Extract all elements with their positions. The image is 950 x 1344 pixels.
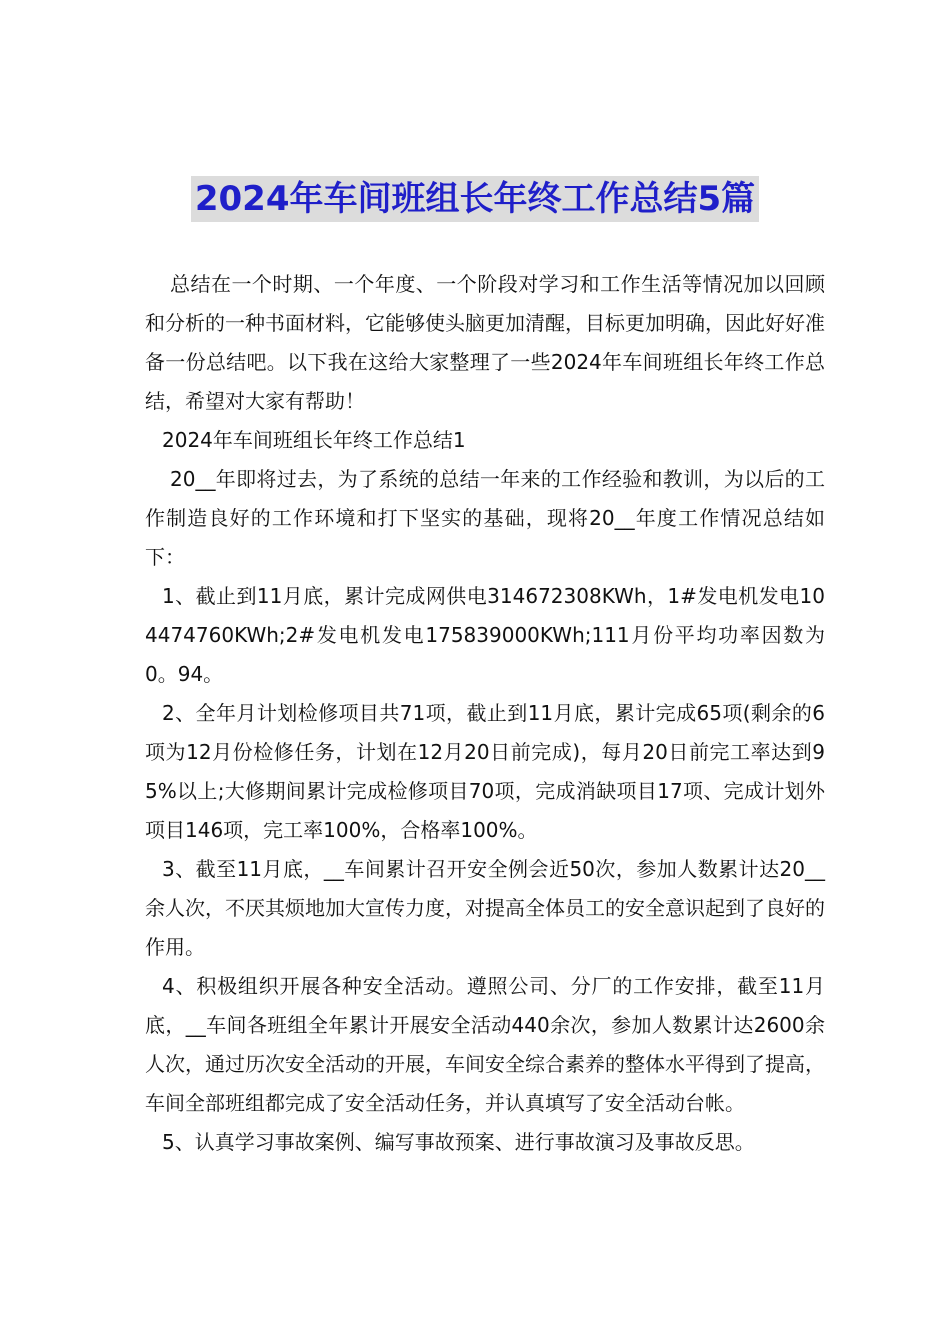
list-item-3: 3、截至11月底，__车间累计召开安全例会近50次，参加人数累计达20__余人次，不厌其烦地加大宣传力度，对提高全体员工的安全意识起到了良好的作用。 [145, 857, 825, 959]
document-title: 2024年车间班组长年终工作总结5篇 [191, 176, 759, 222]
list-item-2: 2、全年月计划检修项目共71项，截止到11月底，累计完成65项(剩余的6项为12月份检修任务，计划在12月20日前完成)，每月20日前完工率达到95%以上;大修期间累计完成检修项目70项，完成消缺项目17项、完成计划外项目146项，完工率100%，合格率100%。 [145, 701, 825, 842]
list-item-4: 4、积极组织开展各种安全活动。遵照公司、分厂的工作安排，截至11月底，__车间各班组全年累计开展安全活动440余次，参加人数累计达2600余人次，通过历次安全活动的开展，车间安全综合素养的整体水平得到了提高，车间全部班组都完成了安全活动任务，并认真填写了安全活动台帐。 [145, 974, 825, 1115]
list-item-5: 5、认真学习事故案例、编写事故预案、进行事故演习及事故反思。 [162, 1130, 755, 1154]
list-item-1: 1、截止到11月底，累计完成网供电314672308KWh，1#发电机发电104474760KWh;2#发电机发电175839000KWh;111月份平均功率因数为0。94。 [145, 584, 825, 686]
document-body [145, 265, 825, 1162]
intro-paragraph: 总结在一个时期、一个年度、一个阶段对学习和工作生活等情况加以回顾和分析的一种书面材料，它能够使头脑更加清醒，目标更加明确，因此好好准备一份总结吧。以下我在这给大家整理了一些2024年车间班组长年终工作总结，希望对大家有帮助！ [145, 272, 825, 413]
title-wrap [0, 176, 950, 222]
section-heading: 2024年车间班组长年终工作总结1 [162, 428, 466, 452]
body-paragraph: 20__年即将过去，为了系统的总结一年来的工作经验和教训，为以后的工作制造良好的工作环境和打下坚实的基础，现将20__年度工作情况总结如下： [145, 467, 825, 569]
